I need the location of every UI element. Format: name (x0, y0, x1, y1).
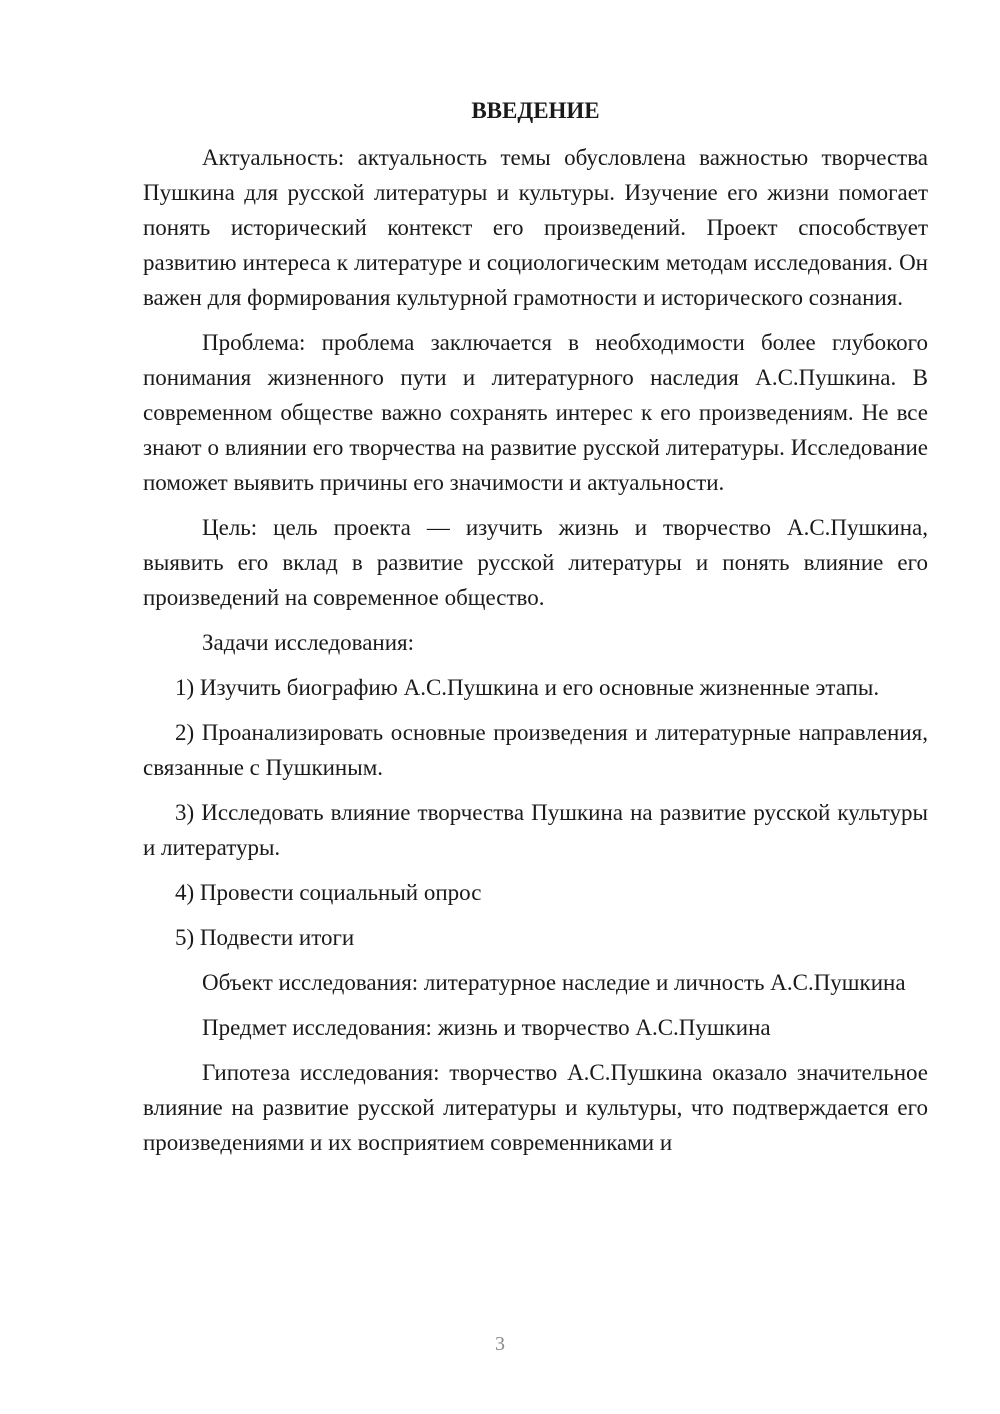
tasks-heading: Задачи исследования: (202, 630, 415, 655)
document-page (143, 96, 928, 1170)
task-item: 4) Провести социальный опрос (175, 880, 482, 905)
page-number: 3 (495, 1333, 505, 1355)
problem-paragraph: Проблема: проблема заключается в необходимости более глубокого понимания жизненного пути и литературного наследия А.С.Пушкина. В современном обществе важно сохранять интерес к его произведениям. Не все знают о влиянии его творчества на развитие русской литературы. Исследование поможет выявить причины его значимости и актуальности. (143, 330, 928, 495)
task-item: 5) Подвести итоги (175, 925, 355, 950)
relevance-paragraph: Актуальность: актуальность темы обусловлена важностью творчества Пушкина для русской литературы и культуры. Изучение его жизни помогает понять исторический контекст его произведений. Проект способствует развитию интереса к литературе и социологическим методам исследования. Он важен для формирования культурной грамотности и исторического сознания. (143, 145, 928, 310)
goal-paragraph: Цель: цель проекта — изучить жизнь и творчество А.С.Пушкина, выявить его вклад в развитие русской литературы и понять влияние его произведений на современное общество. (143, 515, 928, 610)
task-item: 2) Проанализировать основные произведения и литературные направления, связанные с Пушкиным. (143, 720, 928, 780)
section-heading: ВВЕДЕНИЕ (471, 98, 600, 123)
task-item: 1) Изучить биографию А.С.Пушкина и его основные жизненные этапы. (175, 675, 880, 700)
task-item: 3) Исследовать влияние творчества Пушкина на развитие русской культуры и литературы. (143, 800, 928, 860)
subject-paragraph: Предмет исследования: жизнь и творчество А.С.Пушкина (202, 1015, 771, 1040)
hypothesis-paragraph: Гипотеза исследования: творчество А.С.Пушкина оказало значительное влияние на развитие русской литературы и культуры, что подтверждается его произведениями и их восприятием современниками и (143, 1060, 928, 1155)
object-paragraph: Объект исследования: литературное наследие и личность А.С.Пушкина (202, 970, 906, 995)
